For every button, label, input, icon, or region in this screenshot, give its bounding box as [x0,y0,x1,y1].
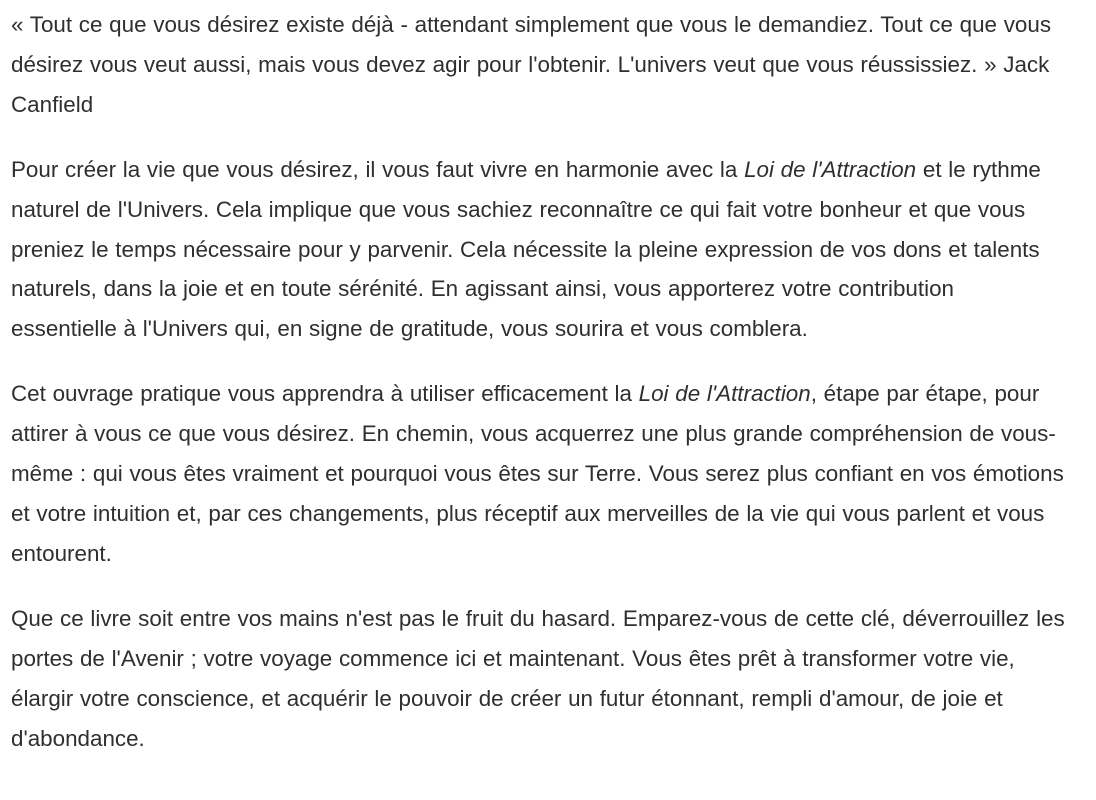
paragraph-text-start: Pour créer la vie que vous désirez, il vous faut vivre en harmonie avec la [11,156,745,182]
paragraph-text-end: , étape par étape, pour attirer à vous ce que vous désirez. En chemin, vous acquerrez une plus grande compréhension de vous-même : qui vous êtes vraiment et pourquoi vous êtes sur Terre. Vous serez plus confiant en vos émotions et votre intuition et, par ces changements, plus réceptif aux merveilles de la vie qui vous parlent et vous entourent. [11,381,1064,566]
law-of-attraction-italic: Loi de l'Attraction [638,381,811,407]
description-paragraph-harmony [11,150,1065,350]
paragraph-text-start: Cet ouvrage pratique vous apprendra à utiliser efficacement la [11,381,639,407]
description-paragraph-closing: Que ce livre soit entre vos mains n'est pas le fruit du hasard. Emparez-vous de cette clé, déverrouillez les portes de l'Avenir ; votre voyage commence ici et maintenant. Vous êtes prêt à transformer votre vie, élargir votre conscience, et acquérir le pouvoir de créer un futur étonnant, rempli d'amour, de joie et d'abondance. [11,605,1065,751]
quote-paragraph: « Tout ce que vous désirez existe déjà - attendant simplement que vous le demandiez. Tout ce que vous désirez vous veut aussi, mais vous devez agir pour l'obtenir. L'univers veut que vous réussissiez. » Jack Canfield [11,12,1052,117]
law-of-attraction-italic: Loi de l'Attraction [744,156,917,182]
paragraph-text-end: et le rythme naturel de l'Univers. Cela implique que vous sachiez reconnaître ce qui fait votre bonheur et que vous preniez le temps nécessaire pour y parvenir. Cela nécessite la pleine expression de vos dons et talents naturels, dans la joie et en toute sérénité. En agissant ainsi, vous apporterez votre contribution essentielle à l'Univers qui, en signe de gratitude, vous sourira et vous comblera. [11,156,1041,342]
description-paragraph-practical-guide [11,374,1065,574]
